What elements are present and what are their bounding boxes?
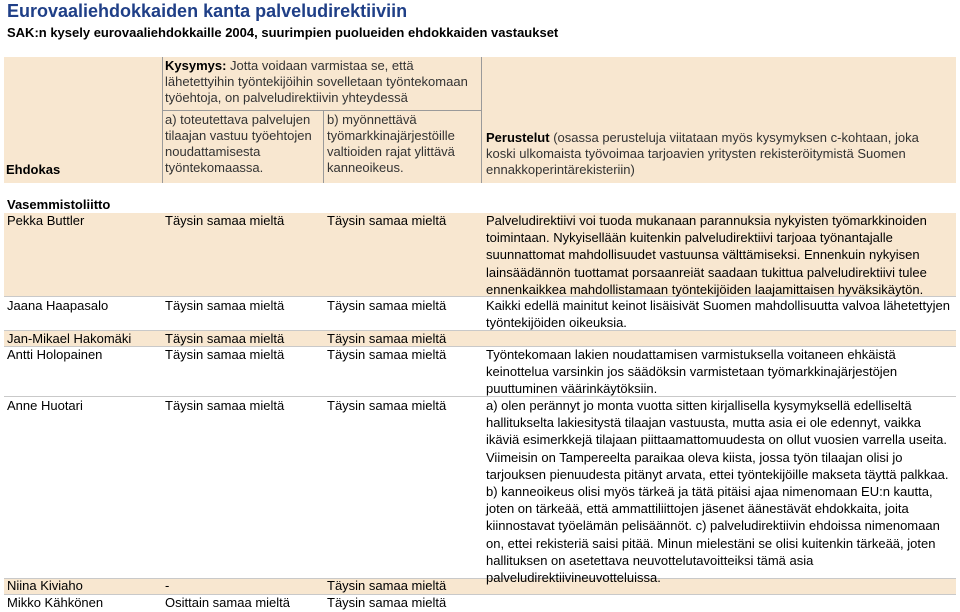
header-divider (162, 110, 481, 111)
reason-header-body: (osassa perusteluja viitataan myös kysymyksen c-kohtaan, joka koski ulkomaista työvoimaa tarjoavien yritysten rekisteröitymistä Suomen ennakkoperintärekisteriin) (486, 130, 919, 177)
answer-b: Täysin samaa mieltä (327, 578, 447, 593)
header-divider (162, 57, 163, 183)
question-text (165, 58, 475, 106)
candidate-name: Jan-Mikael Hakomäki (7, 331, 132, 346)
row-background (4, 330, 956, 346)
candidate-name: Niina Kiviaho (7, 578, 83, 593)
reason-text: Palveludirektiivi voi tuoda mukanaan parannuksia nykyisten työmarkkinoiden toimintaan. Nykyisellään kuitenkin palveludirektiivi tarjoaa työnantajalle suunnattomat mahdollisuudet vastuunsa välttämiseksi. Ennenkuin nykyisen lainsäädännön tuottamat porsaanreiät saadaan tukittua palveludirektiivi tulee ennenkaikkea mahdollistamaan työntekijöiden laajamittaisen hyväksikäytön. (486, 213, 927, 297)
reason-text: Työntekomaan lakien noudattamisen varmistuksella voitaneen ehkäistä keinottelua varsinkin jos säädöksin varmistetaan työmarkkinajärjestöjen puuttuminen väärinkäytöksiin. (486, 347, 898, 397)
page-subtitle: SAK:n kysely eurovaaliehdokkaille 2004, suurimpien puolueiden ehdokkaiden vastaukset (7, 25, 559, 40)
answer-a: Täysin samaa mieltä (165, 398, 285, 413)
answer-b: Täysin samaa mieltä (327, 298, 447, 313)
party-heading: Vasemmistoliitto (7, 197, 111, 212)
candidate-name: Jaana Haapasalo (7, 298, 109, 313)
answer-a: Täysin samaa mieltä (165, 347, 285, 362)
answer-a: Täysin samaa mieltä (165, 213, 285, 228)
candidate-column-header: Ehdokas (6, 162, 61, 177)
reason-text: Kaikki edellä mainitut keinot lisäisivät Suomen mahdollisuutta valvoa lähetettyjen työntekijöiden oikeuksia. (486, 298, 950, 331)
reason-label: Perustelut (486, 130, 550, 145)
answer-a: - (165, 578, 170, 593)
option-b-header: b) myönnettävä työmarkkinajärjestöille valtioiden rajat ylittävä kanneoikeus. (327, 112, 455, 175)
reason-text: a) olen perännyt jo monta vuotta sitten kirjallisella kysymyksellä edelliseltä hallitukselta lakiesitystä tilaajan vastuusta, mutta asia ei ole edennyt, vaikka ikäviä esimerkkejä tilajaan piittaamattomuudesta on ollut vuosien varrella useita. Viimeisin on Tampereelta paraikaa oleva kiista, jossa työn tilaajan olisi jo tarjouksen pienuudesta pitänyt arvata, ettei työntekijöille makseta täyttä palkkaa. b) kanneoikeus olisi myös tärkeä ja tätä pitäisi ajaa nimenomaan EU:n kautta, joten on tärkeää, että ammattiliittojen jäsenet äänestävät ehdokkaita, joita kiinnostavat työelämän pelisäännöt. c) palveludirektiivin ehdoissa nimenomaan on, ettei rekisteriä saisi pitää. Minun mielestäni se olisi kuitenkin tärkeää, joten hallituksen on asetettava neuvottelutavoitteiksi tämä asia palveludirektiivineuvotteluissa. (486, 398, 949, 586)
page-title: Eurovaaliehdokkaiden kanta palveludirektiiviin (7, 1, 408, 21)
answer-b: Täysin samaa mieltä (327, 595, 447, 610)
reason-header (486, 130, 952, 178)
answer-b: Täysin samaa mieltä (327, 398, 447, 413)
header-divider (481, 57, 482, 183)
candidate-name: Mikko Kähkönen (7, 595, 104, 610)
answer-b: Täysin samaa mieltä (327, 331, 447, 346)
candidate-name: Pekka Buttler (7, 213, 85, 228)
question-label: Kysymys: (165, 58, 227, 73)
answer-a: Osittain samaa mieltä (165, 595, 290, 610)
candidate-name: Antti Holopainen (7, 347, 103, 362)
question-body: Jotta voidaan varmistaa se, että lähetettyihin työntekijöihin sovelletaan työntekomaan työehtoja, on palveludirektiivin yhteydessä (165, 58, 468, 105)
answer-b: Täysin samaa mieltä (327, 213, 447, 228)
candidate-name: Anne Huotari (7, 398, 83, 413)
answer-a: Täysin samaa mieltä (165, 331, 285, 346)
answer-a: Täysin samaa mieltä (165, 298, 285, 313)
row-divider (4, 594, 956, 595)
option-a-header: a) toteutettava palvelujen tilaajan vastuu työehtojen noudattamisesta työntekomaassa. (165, 112, 312, 175)
answer-b: Täysin samaa mieltä (327, 347, 447, 362)
header-divider (323, 111, 324, 183)
